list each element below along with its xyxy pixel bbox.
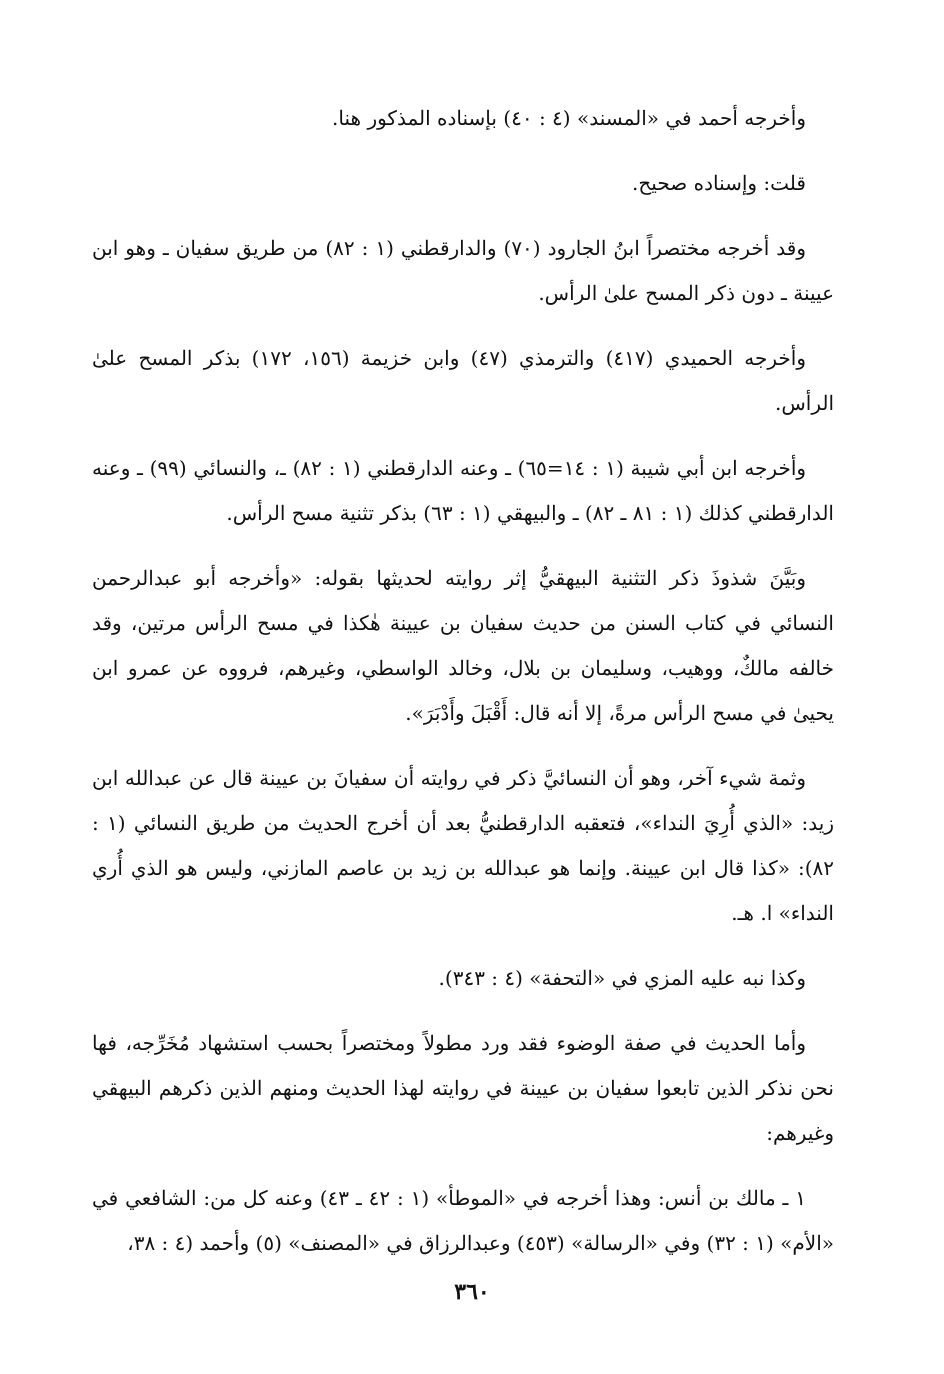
paragraph-ibn-abi-shaybah: وأخرجه ابن أبي شيبة (١ : ١٤=٦٥) ـ وعنه الدارقطني (١ : ٨٢) ـ، والنسائي (٩٩) ـ وعنه الدارقطني كذلك (١ : ٨١ ـ ٨٢) ـ والبيهقي (١ : ٦٣) بذكر تثنية مسح الرأس. — [92, 456, 834, 525]
paragraph-sifat-wudu: وأما الحديث في صفة الوضوء فقد ورد مطولاً ومختصراً بحسب استشهاد مُخَرِّجه، فها نحن نذكر الذين تابعوا سفيان بن عيينة في روايته لهذا الحديث ومنهم الذين ذكرهم البيهقي وغيرهم: — [92, 1031, 834, 1145]
paragraph-mizzi-tuhfah: وكذا نبه عليه المزي في «التحفة» (٤ : ٣٤٣). — [438, 966, 806, 990]
paragraph-ahmad-musnad: وأخرجه أحمد في «المسند» (٤ : ٤٠) بإسناده المذكور هنا. — [332, 106, 806, 130]
paragraph-ibn-aljarud: وقد أخرجه مختصراً ابنُ الجارود (٧٠) والدارقطني (١ : ٨٢) من طريق سفيان ـ وهو ابن عيينة ـ دون ذكر المسح علىٰ الرأس. — [92, 236, 834, 305]
page-number: ٣٦٠ — [454, 1279, 490, 1305]
paragraph-nasai-abdullah: وثمة شيء آخر، وهو أن النسائيَّ ذكر في روايته أن سفيانَ بن عيينة قال عن عبدالله ابن زيد: «الذي أُرِيَ النداء»، فتعقبه الدارقطنيُّ بعد أن أخرج الحديث من طريق النسائي (١ : ٨٢): «كذا قال ابن عيينة. وإنما هو عبدالله بن زيد بن عاصم المازني، وليس هو الذي أُري النداء» ا. هـ. — [92, 766, 834, 925]
paragraph-humaydi: وأخرجه الحميدي (٤١٧) والترمذي (٤٧) وابن خزيمة (١٥٦، ١٧٢) بذكر المسح علىٰ الرأس. — [92, 346, 834, 415]
paragraph-malik-ibn-anas: ١ ـ مالك بن أنس: وهذا أخرجه في «الموطأ» (١ : ٤٢ ـ ٤٣) وعنه كل من: الشافعي في «الأم» (١ : ٣٢) وفي «الرسالة» (٤٥٣) وعبدالرزاق في «المصنف» (٥) وأحمد (٤ : ٣٨، — [92, 1186, 834, 1255]
paragraph-isnad-sahih: قلت: وإسناده صحيح. — [632, 171, 806, 195]
body-text — [92, 96, 834, 1282]
paragraph-bayhaqi-tathniyah: وبَيَّنَ شذوذَ ذكر التثنية البيهقيُّ إثر روايته لحديثها بقوله: «وأخرجه أبو عبدالرحمن النسائي في كتاب السنن من حديث سفيان بن عيينة هٰكذا في مسح الرأس مرتين، وقد خالفه مالكٌ، ووهيب، وسليمان بن بلال، وخالد الواسطي، وغيرهم، فرووه عن عمرو ابن يحيىٰ في مسح الرأس مرةً، إلا أنه قال: أَقْبَلَ وأَدْبَرَ». — [92, 566, 834, 725]
